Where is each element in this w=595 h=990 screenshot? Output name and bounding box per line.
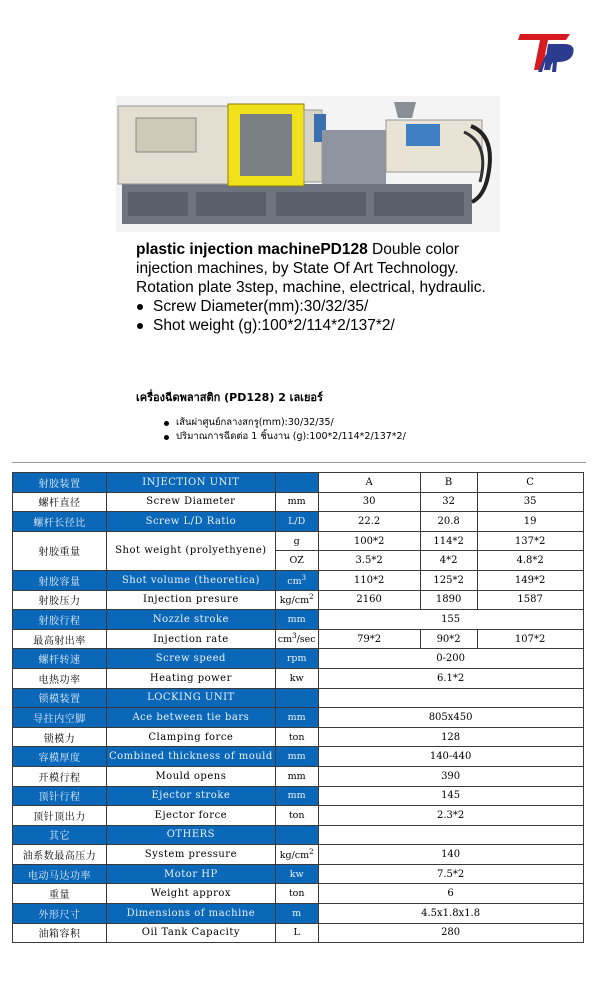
table-row <box>13 649 584 669</box>
table-row <box>13 668 584 688</box>
row-label-en: Heating power <box>107 668 276 688</box>
value-b: B <box>420 473 477 493</box>
row-label-cn: 其它 <box>13 825 107 845</box>
value-c: 1587 <box>477 590 583 610</box>
row-label-en: Screw L/D Ratio <box>107 512 276 532</box>
table-row <box>13 825 584 845</box>
table-row <box>13 904 584 924</box>
unit-cell: g <box>275 531 318 551</box>
row-label-en: Nozzle stroke <box>107 610 276 630</box>
unit-cell <box>275 473 318 493</box>
value-cell: 280 <box>318 923 583 943</box>
thai-bullet: เส้นผ่าศูนย์กลางสกรู(mm):30/32/35/ <box>136 416 496 430</box>
table-row <box>13 727 584 747</box>
table-row <box>13 923 584 943</box>
spec-bullet: Screw Diameter(mm):30/32/35/ <box>136 297 496 316</box>
value-a: 3.5*2 <box>318 551 420 571</box>
row-label-cn: 油系数最高压力 <box>13 845 107 865</box>
table-row <box>13 747 584 767</box>
row-label-en: Ejector stroke <box>107 786 276 806</box>
row-label-en: Shot volume (theoretica) <box>107 570 276 590</box>
unit-cell: rpm <box>275 649 318 669</box>
row-label-en: Screw speed <box>107 649 276 669</box>
row-label-en: Injection presure <box>107 590 276 610</box>
value-cell: 4.5x1.8x1.8 <box>318 904 583 924</box>
row-label-cn: 顶针顶出力 <box>13 806 107 826</box>
row-label-en: Shot weight (prolyethyene) <box>107 531 276 570</box>
row-label-cn: 射胶行程 <box>13 610 107 630</box>
value-cell <box>318 688 583 708</box>
value-cell: 140-440 <box>318 747 583 767</box>
row-label-cn: 射胶重量 <box>13 531 107 570</box>
row-label-cn: 电热功率 <box>13 668 107 688</box>
table-row <box>13 629 584 649</box>
row-label-cn: 最高射出率 <box>13 629 107 649</box>
machine-image <box>116 96 500 232</box>
row-label-cn: 外形尺寸 <box>13 904 107 924</box>
spec-bullet: Shot weight (g):100*2/114*2/137*2/ <box>136 316 496 335</box>
row-label-en: System pressure <box>107 845 276 865</box>
value-c: 35 <box>477 492 583 512</box>
row-label-en: INJECTION UNIT <box>107 473 276 493</box>
thai-description <box>136 388 496 444</box>
row-label-cn: 螺杆直径 <box>13 492 107 512</box>
row-label-cn: 射胶容量 <box>13 570 107 590</box>
table-row <box>13 610 584 630</box>
value-b: 90*2 <box>420 629 477 649</box>
row-label-cn: 油箱容积 <box>13 923 107 943</box>
value-b: 1890 <box>420 590 477 610</box>
table-row <box>13 845 584 865</box>
thai-bullet-list <box>136 416 496 444</box>
table-row <box>13 786 584 806</box>
value-c: 19 <box>477 512 583 532</box>
unit-cell: kw <box>275 668 318 688</box>
value-cell: 0-200 <box>318 649 583 669</box>
thai-bullet: ปริมาณการฉีดต่อ 1 ชิ้นงาน (g):100*2/114*2/137*2/ <box>136 430 496 444</box>
row-label-cn: 电动马达功率 <box>13 864 107 884</box>
unit-cell: m <box>275 904 318 924</box>
unit-cell: mm <box>275 786 318 806</box>
table-row <box>13 512 584 532</box>
value-c: 4.8*2 <box>477 551 583 571</box>
unit-cell: mm <box>275 708 318 728</box>
spec-table <box>12 472 584 943</box>
thai-title: เครื่องฉีดพลาสติก (PD128) 2 เลเยอร์ <box>136 391 323 404</box>
value-b: 4*2 <box>420 551 477 571</box>
row-label-en: LOCKING UNIT <box>107 688 276 708</box>
row-label-en: Mould opens <box>107 766 276 786</box>
value-c: 149*2 <box>477 570 583 590</box>
value-b: 125*2 <box>420 570 477 590</box>
table-row <box>13 688 584 708</box>
table-row <box>13 570 584 590</box>
value-cell: 155 <box>318 610 583 630</box>
product-title: plastic injection machinePD128 <box>136 241 368 258</box>
row-label-en: Injection rate <box>107 629 276 649</box>
unit-cell: mm <box>275 747 318 767</box>
row-label-cn: 导拄内空脚 <box>13 708 107 728</box>
row-label-en: OTHERS <box>107 825 276 845</box>
row-label-cn: 重量 <box>13 884 107 904</box>
row-label-cn: 射胶压力 <box>13 590 107 610</box>
row-label-cn: 容模厚度 <box>13 747 107 767</box>
row-label-cn: 射胶装置 <box>13 473 107 493</box>
row-label-en: Combined thickness of mould <box>107 747 276 767</box>
unit-cell: $kg/cm^2$ <box>275 590 318 610</box>
unit-cell: ton <box>275 806 318 826</box>
unit-cell: ton <box>275 884 318 904</box>
row-label-en: Clamping force <box>107 727 276 747</box>
value-b: 32 <box>420 492 477 512</box>
value-cell <box>318 825 583 845</box>
value-a: 2160 <box>318 590 420 610</box>
unit-cell: L <box>275 923 318 943</box>
row-label-en: Ace between tie bars <box>107 708 276 728</box>
row-label-en: Ejector force <box>107 806 276 826</box>
divider <box>12 462 586 463</box>
row-label-cn: 螺杆转速 <box>13 649 107 669</box>
value-cell: 6 <box>318 884 583 904</box>
value-cell: 145 <box>318 786 583 806</box>
value-a: A <box>318 473 420 493</box>
table-row <box>13 884 584 904</box>
spec-bullet-list <box>136 297 496 335</box>
table-row <box>13 864 584 884</box>
value-a: 22.2 <box>318 512 420 532</box>
value-cell: 805x450 <box>318 708 583 728</box>
row-label-en: Dimensions of machine <box>107 904 276 924</box>
unit-cell: mm <box>275 766 318 786</box>
unit-cell: ton <box>275 727 318 747</box>
table-row <box>13 531 584 551</box>
table-row <box>13 473 584 493</box>
value-a: 110*2 <box>318 570 420 590</box>
table-row <box>13 766 584 786</box>
value-cell: 390 <box>318 766 583 786</box>
value-a: 30 <box>318 492 420 512</box>
unit-cell: mm <box>275 610 318 630</box>
table-row <box>13 806 584 826</box>
value-b: 20.8 <box>420 512 477 532</box>
row-label-cn: 开模行程 <box>13 766 107 786</box>
row-label-cn: 锁模力 <box>13 727 107 747</box>
row-label-en: Motor HP <box>107 864 276 884</box>
table-row <box>13 708 584 728</box>
unit-cell: $cm^3$ <box>275 570 318 590</box>
row-label-en: Screw Diameter <box>107 492 276 512</box>
value-cell: 6.1*2 <box>318 668 583 688</box>
value-cell: 2.3*2 <box>318 806 583 826</box>
row-label-en: Weight approx <box>107 884 276 904</box>
product-description <box>136 240 496 335</box>
unit-cell <box>275 825 318 845</box>
company-logo <box>518 28 578 78</box>
value-cell: 7.5*2 <box>318 864 583 884</box>
value-a: 100*2 <box>318 531 420 551</box>
unit-cell: mm <box>275 492 318 512</box>
row-label-cn: 锁模装置 <box>13 688 107 708</box>
row-label-cn: 螺杆长径比 <box>13 512 107 532</box>
unit-cell: OZ <box>275 551 318 571</box>
unit-cell: $cm^3/\sec$ <box>275 629 318 649</box>
unit-cell: $kg/cm^2$ <box>275 845 318 865</box>
unit-cell: L/D <box>275 512 318 532</box>
row-label-en: Oil Tank Capacity <box>107 923 276 943</box>
product-description-text: Double color injection machines, by State Of Art Technology. Rotation plate 3step, machine, electrical, hydraulic. <box>136 241 486 296</box>
value-c: C <box>477 473 583 493</box>
value-a: 79*2 <box>318 629 420 649</box>
unit-cell <box>275 688 318 708</box>
unit-cell: kw <box>275 864 318 884</box>
table-row <box>13 590 584 610</box>
value-cell: 140 <box>318 845 583 865</box>
value-c: 137*2 <box>477 531 583 551</box>
table-row <box>13 492 584 512</box>
value-c: 107*2 <box>477 629 583 649</box>
value-b: 114*2 <box>420 531 477 551</box>
value-cell: 128 <box>318 727 583 747</box>
row-label-cn: 顶针行程 <box>13 786 107 806</box>
